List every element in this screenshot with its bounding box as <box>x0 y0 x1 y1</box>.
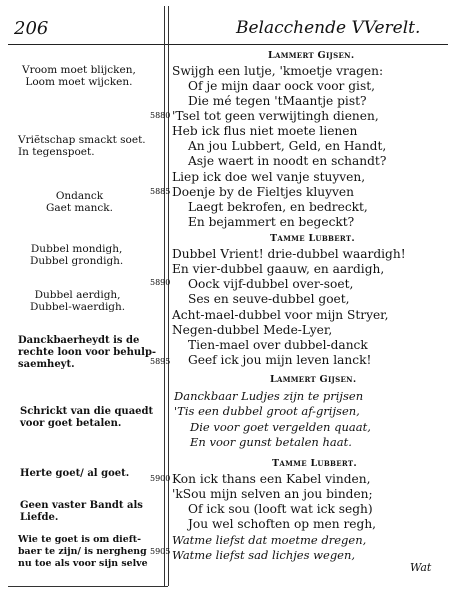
verse-line: En vier-dubbel gaauw, en aardigh, <box>172 262 385 276</box>
speaker-heading: Lammert Gijsen. <box>270 374 357 385</box>
verse-line: An jou Lubbert, Geld, en Handt, <box>188 139 387 153</box>
margin-note: Dubbel aerdigh, Dubbel-waerdigh. <box>30 289 126 313</box>
margin-rule-inner <box>168 6 169 586</box>
margin-note: Geen vaster Bandt als Liefde. <box>20 500 143 523</box>
margin-bottom-rule <box>8 586 168 587</box>
verse-line: Doenje by de Fieltjes kluyven <box>172 185 354 199</box>
verse-line: Heb ick flus niet moete lienen <box>172 124 358 138</box>
verse-line: Ses en seuve-dubbel goet, <box>188 292 350 306</box>
page-number: 206 <box>14 18 49 39</box>
verse-line: Danckbaar Ludjes zijn te prijsen <box>174 389 364 403</box>
margin-rule-outer <box>164 6 165 586</box>
verse-line: Watme liefst sad lichjes wegen, <box>172 548 356 562</box>
running-title: Belacchende VVerelt. <box>236 18 421 38</box>
verse-line: Die mé tegen 'tMaantje pist? <box>188 94 367 108</box>
verse-line: Kon ick thans een Kabel vinden, <box>172 472 371 486</box>
line-number: 5895 <box>150 357 171 366</box>
line-number: 5885 <box>150 187 171 196</box>
speaker-heading: Lammert Gijsen. <box>268 50 355 61</box>
verse-line: Laegt bekrofen, en bedreckt, <box>188 200 368 214</box>
catchword: Wat <box>410 561 432 574</box>
verse-line: Swijgh een lutje, 'kmoetje vragen: <box>172 64 384 78</box>
verse-line: En bejammert en begeckt? <box>188 215 355 229</box>
line-number: 5890 <box>150 278 171 287</box>
margin-note: Vroom moet blijcken, Loom moet wijcken. <box>22 64 136 88</box>
verse-line: Of je mijn daar oock voor gist, <box>188 79 375 93</box>
margin-note: Herte goet/ al goet. <box>20 468 130 479</box>
verse-line: Liep ick doe wel vanje stuyven, <box>172 170 366 184</box>
verse-line: Tien-mael over dubbel-danck <box>188 338 368 352</box>
verse-line: 'kSou mijn selven an jou binden; <box>172 487 373 501</box>
margin-note: Ondanck Gaet manck. <box>46 190 113 214</box>
verse-line: Of ick sou (looft wat ick segh) <box>188 502 373 516</box>
margin-note: Schrickt van die quaedt voor goet betalen. <box>20 406 154 429</box>
line-number: 5900 <box>150 474 171 483</box>
verse-line: Asje waert in noodt en schandt? <box>188 154 387 168</box>
verse-line: Jou wel schoften op men regh, <box>188 517 377 531</box>
verse-line: Negen-dubbel Mede-Lyer, <box>172 323 333 337</box>
line-number: 5905 <box>150 547 171 556</box>
speaker-heading: Tamme Lubbert. <box>270 233 356 244</box>
verse-line: Oock vijf-dubbel over-soet, <box>188 277 354 291</box>
verse-line: En voor gunst betalen haat. <box>190 435 352 449</box>
verse-line: Dubbel Vrient! drie-dubbel waardigh! <box>172 247 406 261</box>
verse-line: Watme liefst dat moetme dregen, <box>172 533 367 547</box>
margin-note: Wie te goet is om dieft- baer te zijn/ is nergheng nu toe als voor sijn selve <box>18 534 148 569</box>
verse-line: 'Tsel tot geen verwijtingh dienen, <box>172 109 379 123</box>
margin-note: Vriẽtschap smackt soet. In tegenspoet. <box>18 134 146 158</box>
margin-note: Danckbaerheydt is de rechte loon voor behulp- saemheyt. <box>18 335 157 370</box>
speaker-heading: Tamme Lubbert. <box>272 458 358 469</box>
header-rule <box>8 44 448 45</box>
verse-line: Die voor goet vergelden quaat, <box>190 420 371 434</box>
verse-line: Geef ick jou mijn leven lanck! <box>188 353 372 367</box>
margin-note: Dubbel mondigh, Dubbel grondigh. <box>30 243 124 267</box>
line-number: 5880 <box>150 111 171 120</box>
verse-line: 'Tis een dubbel groot af-grijsen, <box>174 404 360 418</box>
verse-line: Acht-mael-dubbel voor mijn Stryer, <box>172 308 389 322</box>
